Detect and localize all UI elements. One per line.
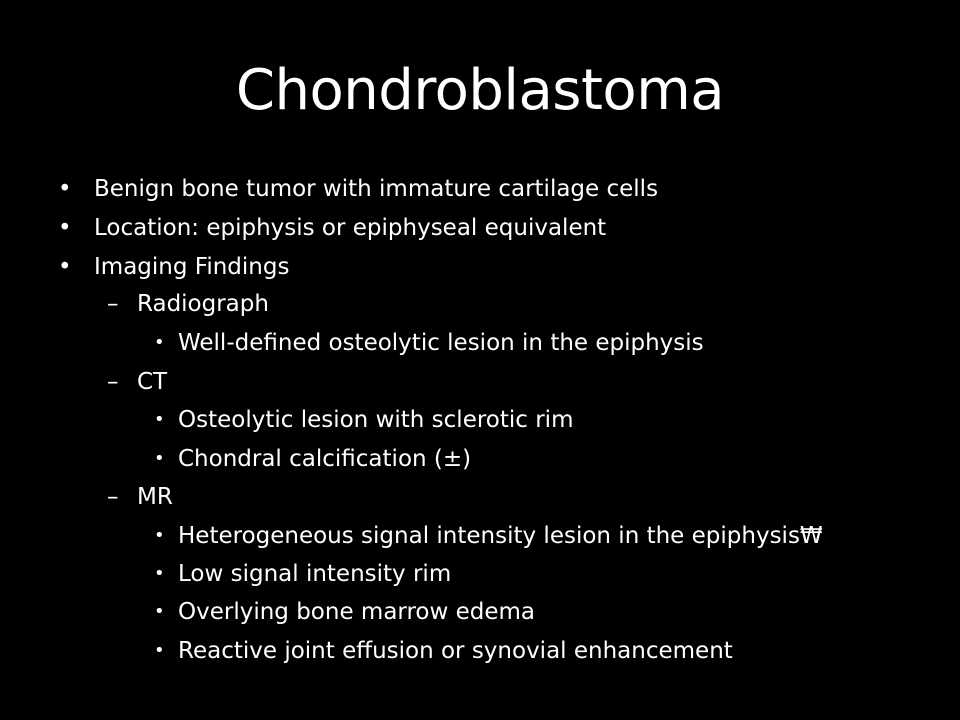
sub-sub-bullet-item — [154, 521, 823, 551]
bullet-item — [58, 213, 607, 243]
bullet-marker: • — [58, 254, 72, 280]
bullet-marker: • — [154, 640, 165, 661]
bullet-marker: • — [154, 525, 165, 546]
sub-bullet-item — [107, 482, 173, 512]
bullet-marker: • — [154, 332, 165, 353]
bullet-text: Benign bone tumor with immature cartilage cells — [94, 176, 659, 202]
sub-sub-bullet-text: Heterogeneous signal intensity lesion in the epiphysis₩ — [178, 523, 823, 549]
sub-sub-bullet-item — [154, 328, 704, 358]
bullet-marker: • — [154, 409, 165, 430]
sub-sub-bullet-item — [154, 405, 574, 435]
dash-marker: – — [107, 369, 119, 395]
bullet-marker: • — [154, 601, 165, 622]
sub-sub-bullet-text: Overlying bone marrow edema — [178, 599, 536, 625]
sub-bullet-text: Radiograph — [137, 291, 269, 317]
dash-marker: – — [107, 484, 119, 510]
sub-sub-bullet-item — [154, 559, 452, 589]
dash-marker: – — [107, 291, 119, 317]
bullet-text: Imaging Findings — [94, 254, 290, 280]
sub-sub-bullet-text: Well-defined osteolytic lesion in the epiphysis — [178, 330, 704, 356]
sub-sub-bullet-item — [154, 444, 472, 474]
slide-title: Chondroblastoma — [235, 58, 725, 123]
bullet-marker: • — [58, 215, 72, 241]
sub-sub-bullet-item — [154, 597, 536, 627]
sub-bullet-item — [107, 289, 269, 319]
bullet-marker: • — [58, 176, 72, 202]
bullet-text: Location: epiphysis or epiphyseal equivalent — [94, 215, 607, 241]
sub-bullet-text: CT — [137, 369, 168, 395]
sub-sub-bullet-text: Reactive joint effusion or synovial enhancement — [178, 638, 733, 664]
bullet-marker: • — [154, 448, 165, 469]
sub-bullet-item — [107, 367, 168, 397]
bullet-item — [58, 252, 290, 282]
sub-sub-bullet-text: Low signal intensity rim — [178, 561, 452, 587]
bullet-marker: • — [154, 563, 165, 584]
sub-sub-bullet-item — [154, 636, 733, 666]
sub-bullet-text: MR — [137, 484, 173, 510]
sub-sub-bullet-text: Osteolytic lesion with sclerotic rim — [178, 407, 574, 433]
sub-sub-bullet-text: Chondral calcification (±) — [178, 446, 472, 472]
bullet-item — [58, 174, 659, 204]
